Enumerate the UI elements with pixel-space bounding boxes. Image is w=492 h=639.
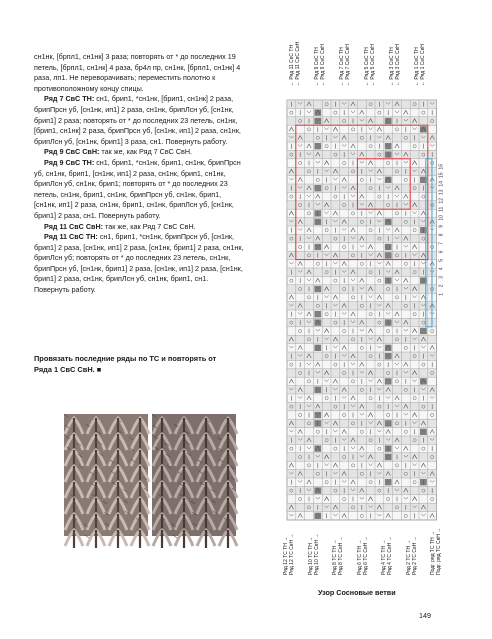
row-label-bottom: Ряд 4 ТС ТН →	[381, 539, 387, 575]
purl-cell	[314, 143, 321, 149]
row-label-top: ← Ряд 9 СвС СвН	[320, 44, 326, 86]
row-label-bottom: Ряд 2 ТС ТН →	[405, 539, 412, 575]
purl-cell	[314, 387, 321, 393]
row-label-top: ← Ряд 3 СвС СвН	[395, 44, 401, 86]
knitting-chart	[282, 90, 445, 530]
row-label-bottom: Ряд 10 ТС ТН →	[307, 536, 314, 575]
row-label-bottom: Ряд 10 ТС СвН →	[313, 533, 320, 575]
row-label-top: ← Ряд 5 СвС ТН	[364, 47, 370, 86]
pattern-instructions	[34, 52, 244, 296]
purl-cell	[314, 513, 321, 519]
row-label-top: ← Ряд 1 СвС СвН	[420, 44, 426, 86]
column-number: 4	[438, 267, 445, 271]
row-label-top: ← Ряд 3 СвС ТН	[389, 47, 395, 86]
row-label-top: ← Ряд 1 СвС ТН	[414, 47, 420, 86]
row-label-top: ← Ряд 11 СвС СвН	[295, 41, 301, 86]
column-number: 9	[438, 224, 445, 228]
row-label-bottom: Ряд 8 ТС СвН →	[338, 536, 344, 575]
column-number: 7	[438, 241, 445, 245]
column-number: 14	[438, 181, 445, 187]
purl-cell	[314, 311, 321, 317]
column-number: 5	[438, 258, 445, 262]
row-11-light: Ряд 11 СвС СвН: так же, как Ряд 7 СвС СвН.	[44, 221, 196, 231]
purl-cell	[314, 345, 321, 351]
column-number: 12	[438, 198, 445, 204]
row-9-dark: Ряд 9 СвС ТН: сн1, брип1, *сн1нк, брип1, сн1нк, брипПрсн уб, сн1нк, брип1, [сн1нк, ип1] 2 раза, сн1нк, брип1, сн1нк, брипЛсн уб, сн1нк, брип1; повторять от * до последних 23 петель, сн1нк, брип1, сн1нк, брипПрсн уб, сн1нк, брип1, [сн1нк, ип1] 2 раза, сн1нк, брип1, сн1нк, брипЛсн уб, [сн1нк, брип1] 2 раза, сн1. Повернуть работу.	[34, 157, 241, 220]
row-label-top: ← Ряд 7 СвС ТН	[339, 47, 345, 86]
row-9-light: Ряд 9 СвС СвН: так же, как Ряд 7 СвС СвН.	[44, 147, 193, 157]
purl-cell	[385, 420, 392, 426]
column-number: 8	[438, 233, 445, 237]
row-label-bottom: Ряд 2 ТС СвН →	[411, 536, 418, 575]
purl-cell	[385, 244, 392, 250]
purl-cell	[420, 328, 427, 334]
row-7-wrong-side: Ряд 7 СвС ТН: сн1, брип1, *сн1нк, [брип1, сн1нк] 2 раза, брипПрсн уб, [сн1нк, ип1] 2 раза, сн1нк, брипЛсн уб, [сн1нк, брип1] 2 раза; повторять от * до последних 23 петель, сн1нк, [брип1, сн1нк] 2 раза, брипПрсн уб, [сн1нк, ип1] 2 раза, сн1нк, брипЛсн уб, [сн1нк, брип1] 3 раза, сн1. Повернуть работу.	[34, 94, 241, 146]
final-instruction: Провязать последние ряды по ТС и повторять от Ряда 1 СвС СвН. ■	[34, 354, 217, 374]
purl-cell	[314, 219, 321, 225]
row-label-bottom: Ряд 6 ТС СвН →	[362, 536, 369, 575]
purl-cell	[385, 252, 392, 258]
purl-cell	[385, 454, 392, 460]
column-number: 15	[438, 172, 445, 179]
swatch-photo-front	[64, 414, 148, 536]
purl-cell	[314, 185, 321, 191]
column-number: 3	[438, 275, 445, 279]
row-label-top: ← Ряд 7 СвС СвН	[345, 44, 351, 86]
row-label-bottom: Подг. ряд ТС СвН →	[436, 527, 442, 575]
column-number: 1	[438, 292, 445, 296]
row-label-bottom: Ряд 12 ТС ТН →	[283, 536, 289, 575]
row-label-bottom: Ряд 4 ТС СвН →	[387, 536, 393, 575]
column-number: 11	[438, 206, 445, 212]
column-number: 10	[438, 215, 445, 221]
row-label-bottom: Ряд 6 ТС ТН →	[356, 539, 363, 575]
chart-title: Узор Сосновые ветви	[318, 588, 396, 597]
purl-cell	[385, 118, 392, 124]
page-number: 149	[419, 611, 431, 620]
column-number: 6	[438, 250, 445, 254]
swatch-photo-back	[152, 414, 236, 536]
row-label-bottom: Подг. ряд ТС ТН →	[430, 530, 436, 575]
row-11-dark: Ряд 11 СвС ТН: сн1, брип1, *сн1нк, брипПрсн уб, [сн1нк, брип1] 2 раза, [сн1нк, ип1] 2 раза, [сн1нк, брип1] 2 раза, сн1нк, брипЛсн уб; повторять от * до последних 23 петель, сн1нк, брипПрсн уб, [сн1нк, брип1] 2 раза, [сн1нк, ип1] 2 раза, [сн1нк, брип1] 2 раза, сн1нк, брипЛсн уб, сн1нк, брип1, сн1. Повернуть работу.	[34, 232, 244, 295]
row-label-bottom: Ряд 12 ТС СвН →	[289, 533, 295, 575]
row-label-top: ← Ряд 11 СвС ТН	[289, 44, 295, 86]
instructions-continued: сн1нк, [брпл1, сн1нк] 3 раза; повторять от * до последних 19 петель, [брпл1, сн1нк] 4 раза, бр4л пр, сн1нк, [брпл1, сн1нк] 4 раза, лп1. Не переворачивать; переместить полотно к противоположному концу спицы.	[34, 52, 241, 93]
row-label-top: ← Ряд 5 СвС СвН	[370, 44, 376, 86]
purl-cell	[385, 378, 392, 384]
column-number: 16	[438, 164, 445, 170]
row-label-bottom: Ряд 8 ТС ТН →	[332, 539, 338, 575]
column-number: 2	[438, 284, 445, 288]
column-number: 13	[438, 189, 445, 196]
row-label-top: ← Ряд 9 СвС ТН	[314, 47, 320, 86]
